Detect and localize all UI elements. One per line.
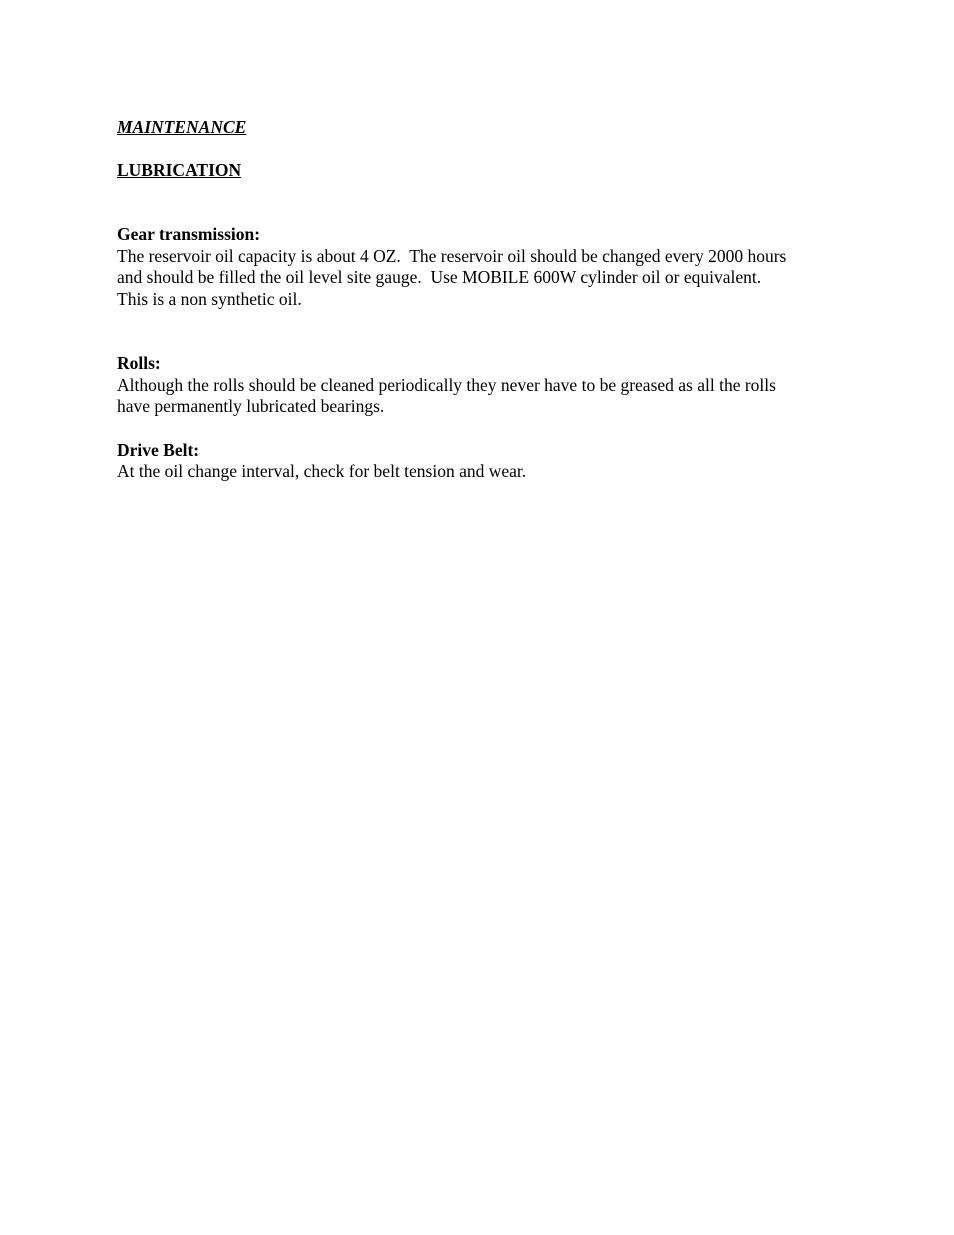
section-body-drive-belt: At the oil change interval, check for belt tension and wear. [117,461,527,481]
section-body-gear-transmission: The reservoir oil capacity is about 4 OZ. The reservoir oil should be changed every 2000 hours and should be filled the oil level site gauge. Use MOBILE 600W cylinder oil or equivalent. This is a non synthetic oil. [117,245,787,309]
section-title-gear-transmission: Gear transmission: [117,224,261,244]
document-page [117,116,857,483]
section-gear-transmission [117,224,857,310]
section-drive-belt [117,440,857,483]
section-body-rolls: Although the rolls should be cleaned periodically they never have to be greased as all the rolls have permanently lubricated bearings. [117,374,776,416]
section-title-rolls: Rolls: [117,353,161,373]
section-heading-lubrication: LUBRICATION [117,160,242,180]
page-title: MAINTENANCE [117,117,247,137]
section-rolls [117,353,857,418]
section-title-drive-belt: Drive Belt: [117,439,200,460]
